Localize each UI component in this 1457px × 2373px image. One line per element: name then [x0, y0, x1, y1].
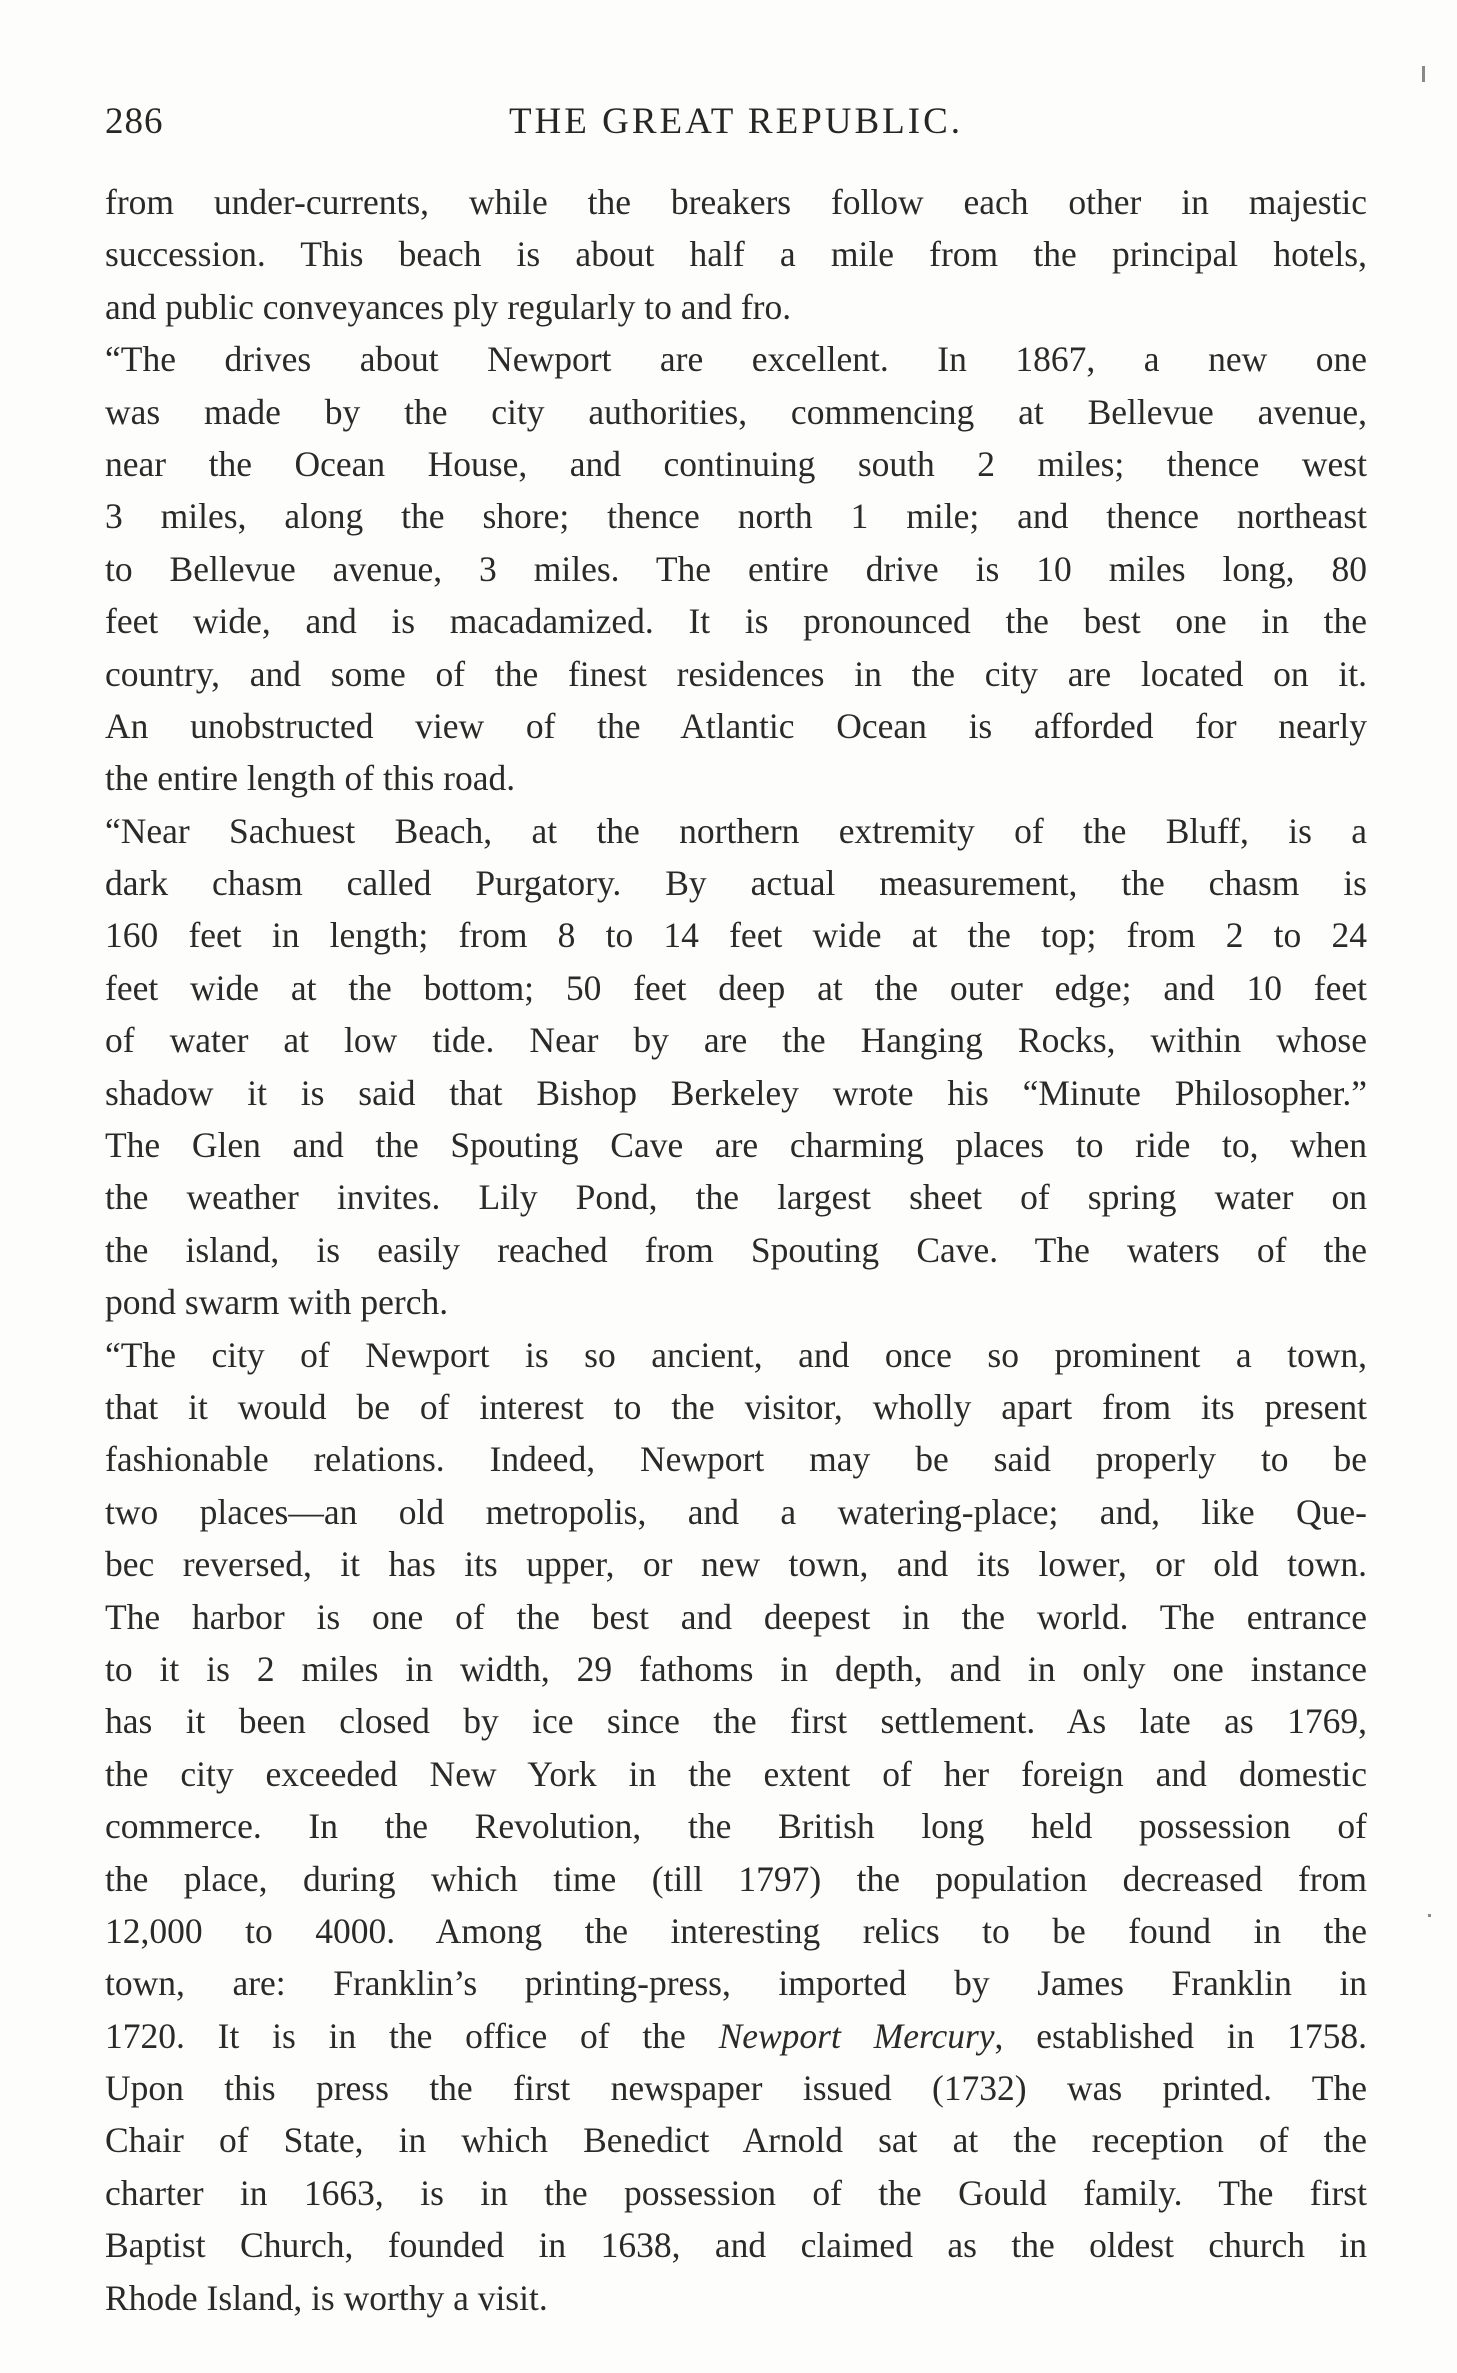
margin-mark [1422, 66, 1425, 82]
text-line: “Near Sachuest Beach, at the northern extremity of the Bluff, is a [105, 810, 1367, 851]
text-line: to Bellevue avenue, 3 miles. The entire drive is 10 miles long, 80 [105, 548, 1367, 589]
text-line: two places—an old metropolis, and a watering-place; and, like Que- [105, 1491, 1367, 1532]
text-line: dark chasm called Purgatory. By actual measurement, the chasm is [105, 863, 1367, 904]
text-line: 12,000 to 4000. Among the interesting relics to be found in the [105, 1910, 1367, 1951]
text-line: to it is 2 miles in width, 29 fathoms in depth, and in only one instance [105, 1648, 1367, 1689]
text-line: of water at low tide. Near by are the Hanging Rocks, within whose [105, 1020, 1367, 1061]
text-line: Chair of State, in which Benedict Arnold sat at the reception of the [105, 2120, 1367, 2161]
text-line: 160 feet in length; from 8 to 14 feet wide at the top; from 2 to 24 [105, 915, 1367, 956]
text-line: from under-currents, while the breakers follow each other in majestic [105, 182, 1367, 222]
text-line: pond swarm with perch. [105, 1282, 449, 1323]
text-line: the entire length of this road. [105, 758, 516, 799]
page-number: 286 [105, 101, 164, 142]
text-line: feet wide, and is macadamized. It is pronounced the best one in the [105, 601, 1367, 642]
text-line: feet wide at the bottom; 50 feet deep at the outer edge; and 10 feet [105, 967, 1367, 1008]
text-line: country, and some of the finest residences in the city are located on it. [105, 653, 1367, 694]
text-line: “The city of Newport is so ancient, and once so prominent a town, [105, 1334, 1367, 1375]
text-line: the city exceeded New York in the extent of her foreign and domestic [105, 1753, 1367, 1794]
text-line: The harbor is one of the best and deepest in the world. The entrance [105, 1596, 1367, 1637]
text-line: succession. This beach is about half a mile from the principal hotels, [105, 234, 1367, 275]
text-line: has it been closed by ice since the first settlement. As late as 1769, [105, 1701, 1367, 1742]
publication-title: Newport Mercury [718, 2015, 995, 2056]
text-line: “The drives about Newport are excellent. In 1867, a new one [105, 339, 1367, 380]
text-line: An unobstructed view of the Atlantic Ocean is afforded for nearly [105, 705, 1367, 746]
text-line: the weather invites. Lily Pond, the largest sheet of spring water on [105, 1177, 1367, 1218]
text-line: and public conveyances ply regularly to and fro. [105, 286, 792, 327]
margin-mark [1428, 1914, 1431, 1917]
text-line: that it would be of interest to the visitor, wholly apart from its present [105, 1386, 1367, 1427]
text-line: bec reversed, it has its upper, or new town, and its lower, or old town. [105, 1544, 1367, 1585]
text-line: was made by the city authorities, commencing at Bellevue avenue, [105, 391, 1367, 432]
text-line: The Glen and the Spouting Cave are charming places to ride to, when [105, 1125, 1367, 1166]
text-line: commerce. In the Revolution, the British long held possession of [105, 1806, 1367, 1847]
text-line: Baptist Church, founded in 1638, and claimed as the oldest church in [105, 2225, 1367, 2266]
text-line: fashionable relations. Indeed, Newport may be said properly to be [105, 1439, 1367, 1480]
page-header [105, 100, 1367, 152]
text-line: 3 miles, along the shore; thence north 1 mile; and thence northeast [105, 496, 1367, 537]
text-line: Rhode Island, is worthy a visit. [105, 2277, 548, 2318]
text-line: charter in 1663, is in the possession of the Gould family. The first [105, 2172, 1367, 2213]
text-line: shadow it is said that Bishop Berkeley wrote his “Minute Philosopher.” [105, 1072, 1367, 1113]
running-head: THE GREAT REPUBLIC. [508, 101, 964, 142]
text-line: Upon this press the first newspaper issued (1732) was printed. The [105, 2068, 1367, 2109]
text-line: 1720. It is in the office of the Newport Mercury, established in 1758. [105, 2015, 1367, 2056]
text-line: near the Ocean House, and continuing south 2 miles; thence west [105, 443, 1367, 484]
text-line: the island, is easily reached from Spouting Cave. The waters of the [105, 1229, 1367, 1270]
text-line: town, are: Franklin’s printing-press, imported by James Franklin in [105, 1963, 1367, 2004]
body-text [105, 176, 1367, 2324]
text-line: the place, during which time (till 1797) the population decreased from [105, 1858, 1367, 1899]
